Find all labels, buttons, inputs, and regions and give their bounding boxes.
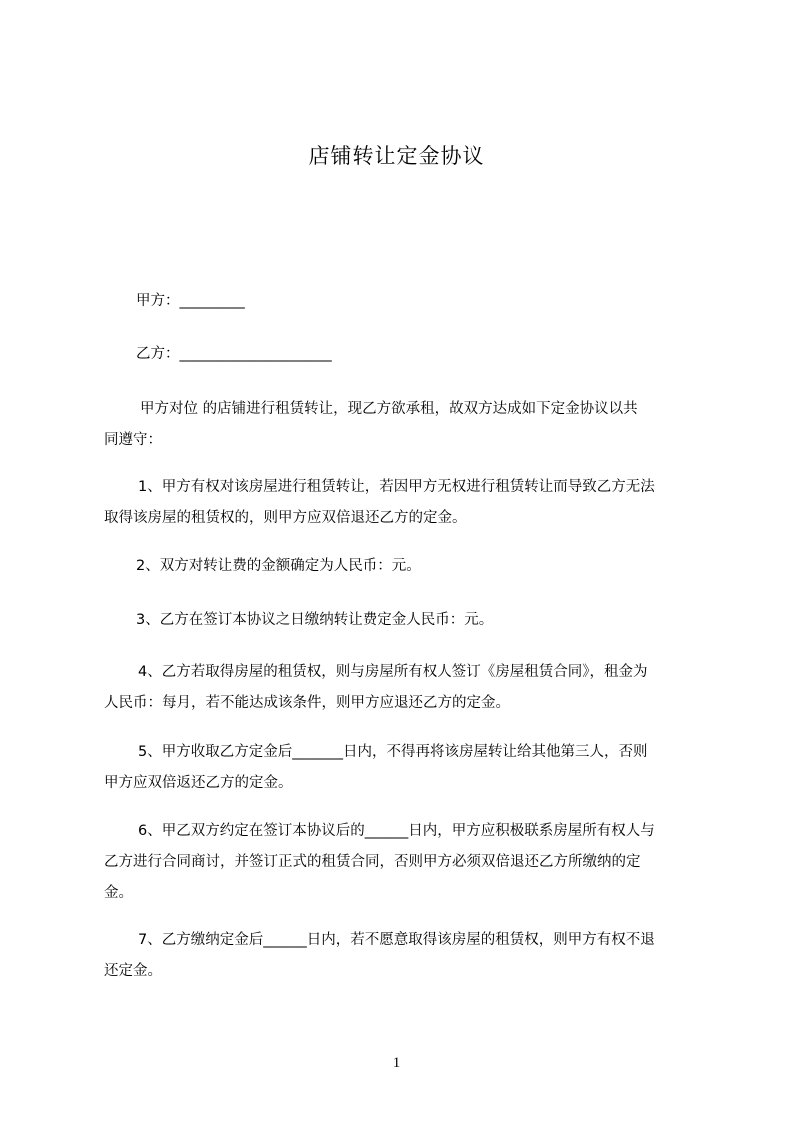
clause-4-line-2: 人民币：每月，若不能达成该条件，则甲方应退还乙方的定金。 — [104, 695, 510, 711]
party-b-line: 乙方：_____________________ — [136, 346, 332, 362]
clause-7 — [104, 925, 714, 987]
clause-7-line-1: 7、乙方缴纳定金后______日内，若不愿意取得该房屋的租赁权，则甲方有权不退 — [138, 932, 655, 948]
clause-5 — [104, 737, 714, 799]
clause-4-line-1: 4、乙方若取得房屋的租赁权，则与房屋所有权人签订《房屋租赁合同》，租金为 — [138, 664, 648, 680]
party-a-line: 甲方：_________ — [136, 293, 245, 309]
clause-5-line-1: 5、甲方收取乙方定金后_______日内，不得再将该房屋转让给其他第三人，否则 — [138, 744, 648, 760]
clause-1 — [104, 472, 714, 534]
clause-3: 3、乙方在签订本协议之日缴纳转让费定金人民币：元。 — [136, 612, 494, 628]
clause-4 — [104, 657, 714, 719]
clause-6-line-1: 6、甲乙双方约定在签订本协议后的______日内，甲方应积极联系房屋所有权人与 — [138, 823, 655, 839]
document-title: 店铺转让定金协议 — [308, 144, 485, 168]
intro-paragraph — [104, 394, 714, 456]
clause-5-line-2: 甲方应双倍返还乙方的定金。 — [104, 775, 293, 791]
clause-1-line-1: 1、甲方有权对该房屋进行租赁转让，若因甲方无权进行租赁转让而导致乙方无法 — [138, 479, 655, 495]
clause-1-line-2: 取得该房屋的租赁权的，则甲方应双倍退还乙方的定金。 — [104, 510, 467, 526]
clause-6 — [104, 816, 714, 909]
page-number: 1 — [392, 1055, 401, 1071]
clause-6-line-3: 金。 — [104, 885, 133, 901]
intro-line-2: 同遵守： — [104, 432, 162, 448]
clause-7-line-2: 还定金。 — [104, 963, 162, 979]
intro-line-1: 甲方对位 的店铺进行租赁转让，现乙方欲承租，故双方达成如下定金协议以共 — [140, 401, 638, 417]
clause-2: 2、双方对转让费的金额确定为人民币：元。 — [136, 558, 421, 574]
clause-6-line-2: 乙方进行合同商讨，并签订正式的租赁合同，否则甲方必须双倍退还乙方所缴纳的定 — [104, 854, 641, 870]
